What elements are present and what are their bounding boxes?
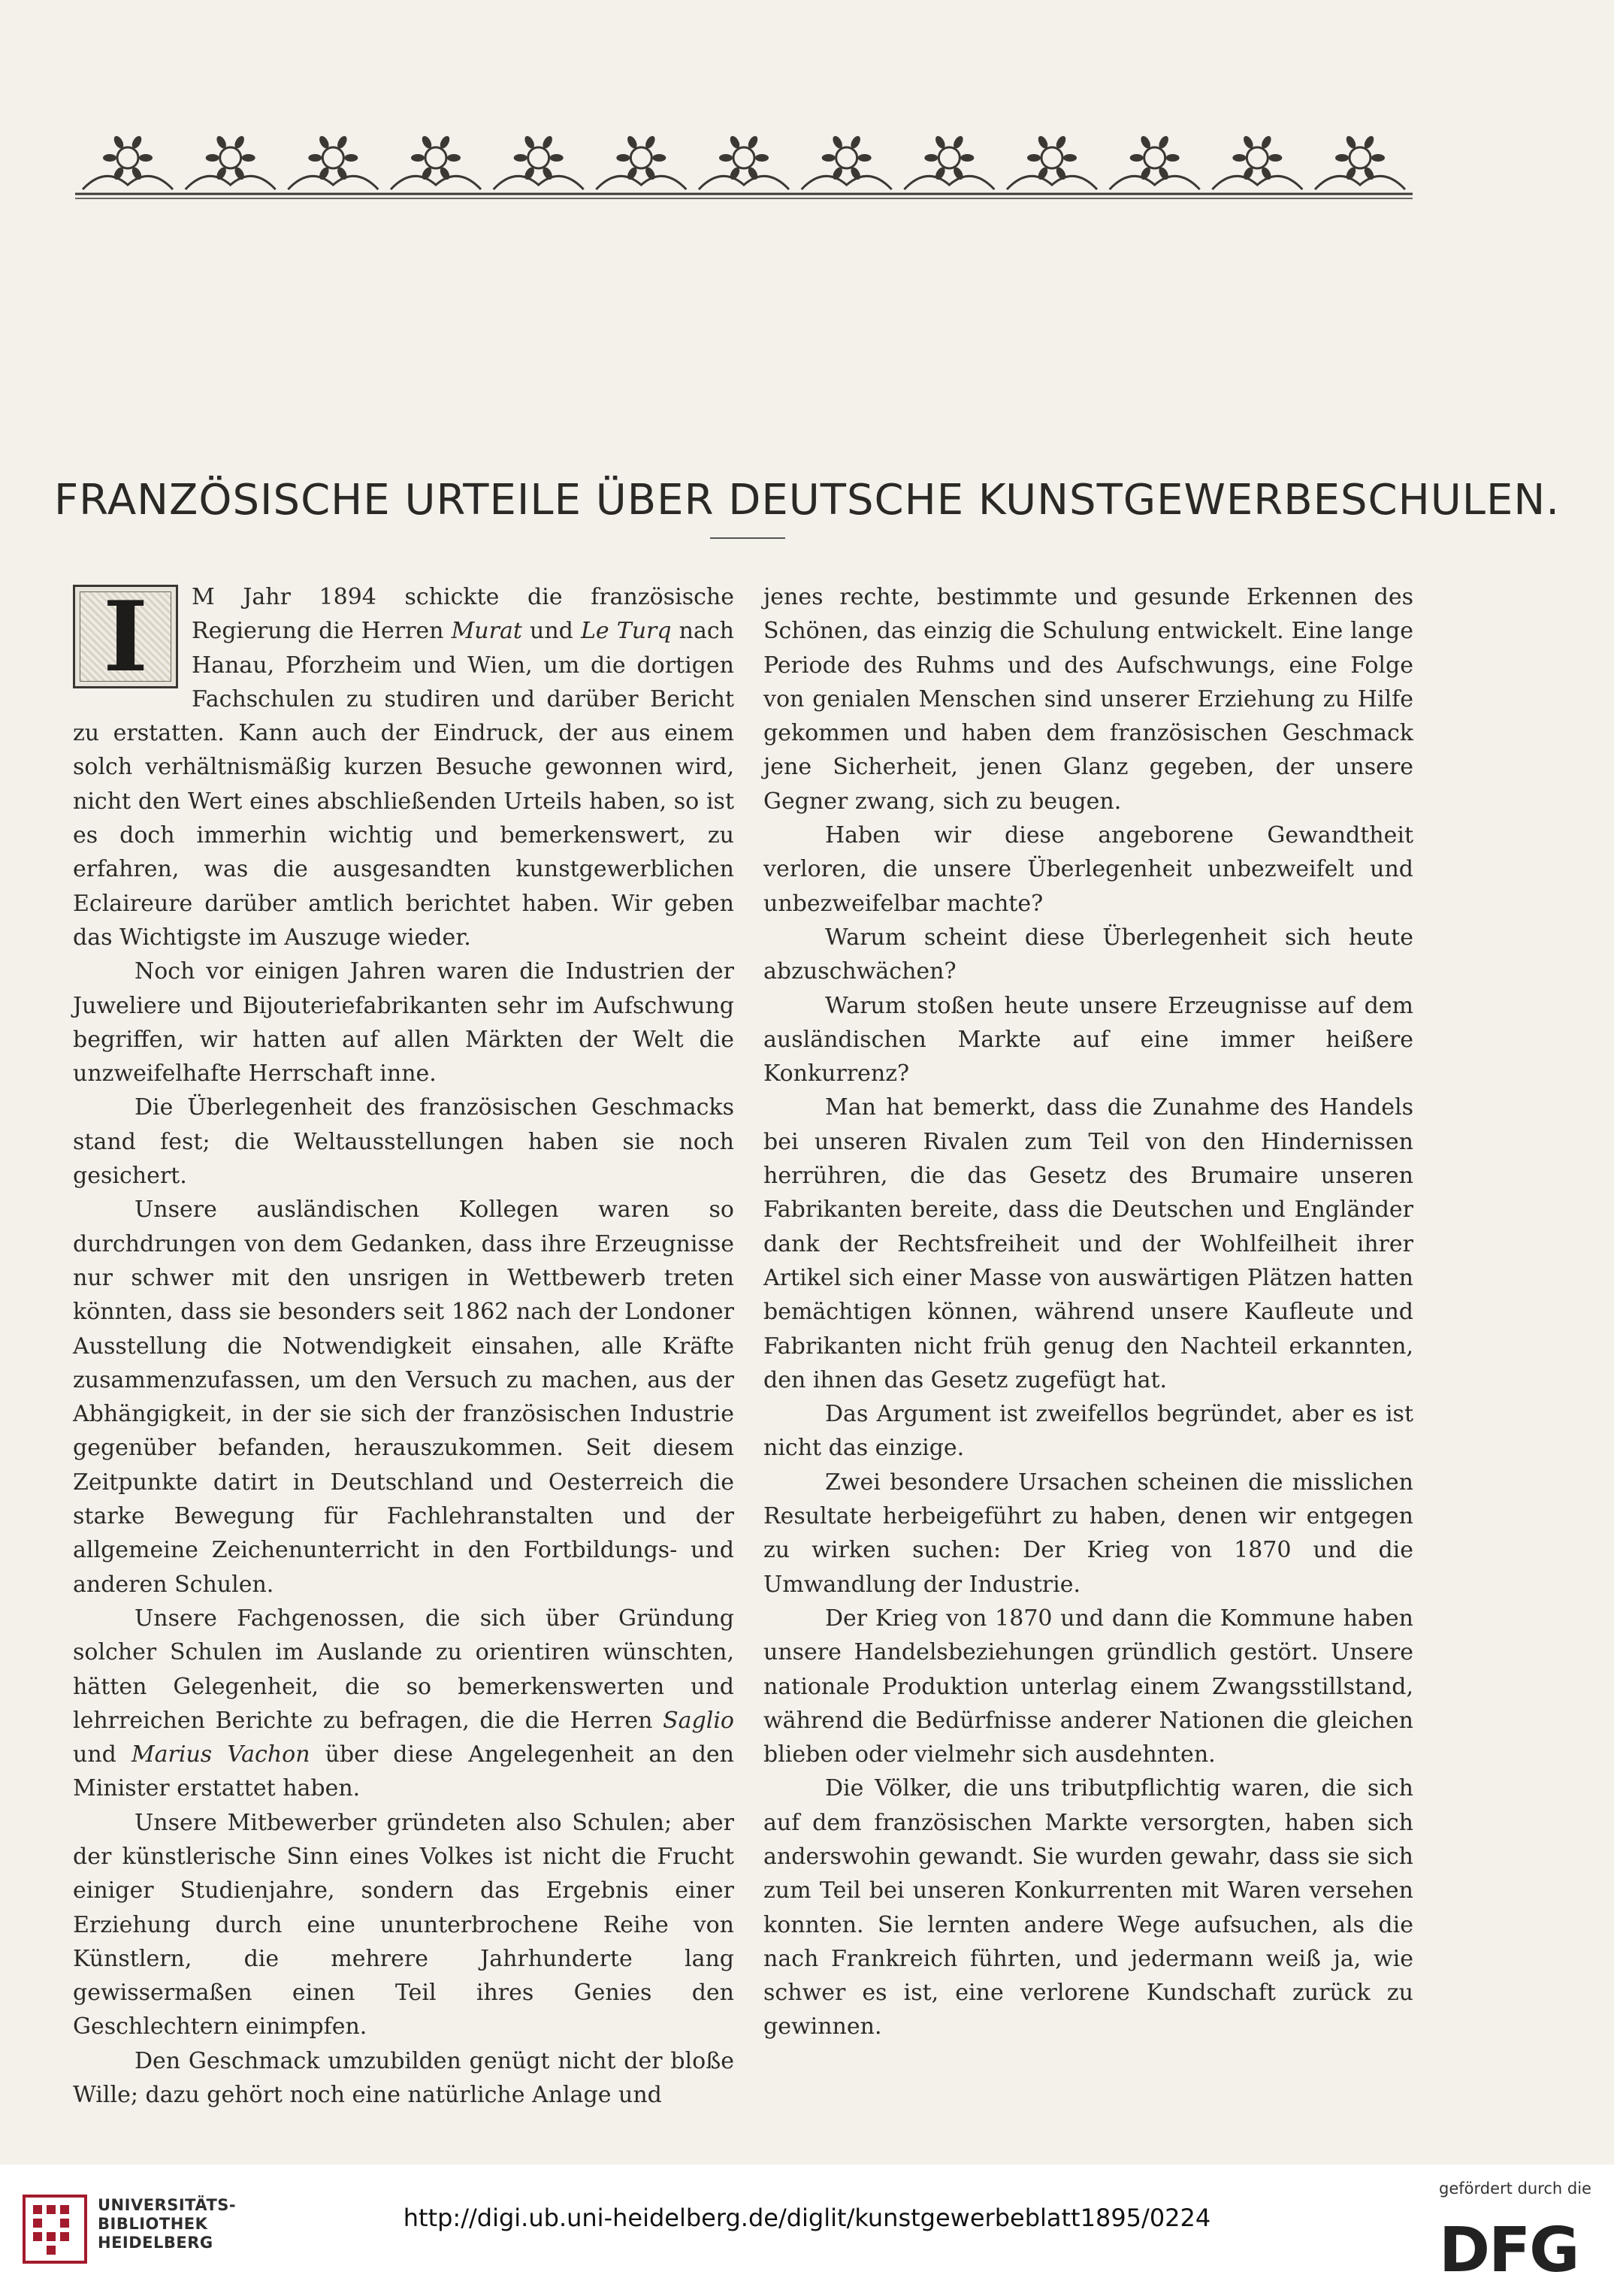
text-run: Die Völker, die uns tributpflichtig waren, die sich auf dem französischen Markte versorgten, haben sich anderswohin gewandt. Sie wurden gewahr, dass sie sich zum Teil bei unseren Konkurrenten mit Waren versehen konnten. Sie lernten andere Wege aufsuchen, als die nach Frankreich führten, und jedermann weiß ja, wie schwer es ist, eine verlorene Kundschaft zurück zu gewinnen. [763,1775,1413,2040]
ornament-motif [391,135,481,189]
text-run: Den Geschmack umzubilden genügt nicht der bloße Wille; dazu gehört noch eine natürliche Anlage und [73,2047,734,2109]
dfg-logo[interactable]: DFG [1439,2215,1579,2286]
paragraph [73,1193,734,1602]
paragraph [763,1466,1413,1602]
paragraph [73,1602,734,1806]
paragraph [73,2044,734,2113]
paragraph [763,989,1413,1091]
paragraph [763,818,1413,921]
library-line: UNIVERSITÄTS- [98,2196,237,2214]
text-run: M Jahr 1894 schickte die französische Regierung die Herren [192,584,734,645]
paragraph [763,921,1413,989]
text-run: Man hat bemerkt, dass die Zunahme des Handels bei unseren Rivalen zum Teil von den Hindernissen herrühren, die das Gesetz des Brumaire unseren Fabrikanten bereite, dass die Deutschen und Engländer dank der Rechtsfreiheit und der Wohlfeilheit ihrer Artikel sich einer Masse von auswärtigen Plätzen hatten bemächtigen können, während unsere Kaufleute und Fabrikanten nicht früh genug den Nachteil erkannten, den ihnen das Gesetz zugefügt hat. [763,1094,1413,1393]
ornament-motif [596,135,686,189]
floral-ornament-header [75,128,1413,210]
funded-by-label: gefördert durch die [1439,2180,1591,2198]
ornament-motif [904,135,994,189]
ornament-motif [1110,135,1200,189]
text-run: jenes rechte, bestimmte und gesunde Erkennen des Schönen, das einzig die Schulung entwickelt. Eine lange Periode des Ruhms und des Aufschwungs, eine Folge von genialen Menschen sind unserer Erziehung zu Hilfe gekommen und haben dem französischen Geschmack jene Sicherheit, jenen Glanz gegeben, der unsere Gegner zwang, sich zu beugen. [763,584,1413,815]
text-run: Die Überlegenheit des französischen Geschmacks stand fest; die Weltausstellungen haben sie noch gesichert. [73,1094,734,1190]
ornament-motif [1315,135,1405,189]
ornament-motif [699,135,789,189]
text-run: Noch vor einigen Jahren waren die Industrien der Juweliere und Bijouteriefabrikanten sehr im Aufschwung begriffen, wir hatten auf allen Märkten der Welt die unzweifelhafte Herrschaft inne. [73,958,734,1087]
text-run: Haben wir diese angeborene Gewandtheit verloren, die unsere Überlegenheit unbezweifelt und unbezweifelbar machte? [763,822,1413,917]
ornament-motif [1212,135,1302,189]
text-run: und [521,618,581,645]
paragraph [763,580,1413,818]
right-column [763,580,1413,2044]
text-run: Warum stoßen heute unsere Erzeugnisse auf dem ausländischen Markte auf eine immer heißere Konkurrenz? [763,992,1413,1087]
text-run: Warum scheint diese Überlegenheit sich heute abzuschwächen? [763,924,1413,985]
paragraph [763,1771,1413,2043]
paragraph [73,1091,734,1193]
source-url-link[interactable]: http://digi.ub.uni-heidelberg.de/diglit/kunstgewerbeblatt1895/0224 [403,2204,1211,2232]
text-run: Unsere Fachgenossen, die sich über Gründung solcher Schulen im Auslande zu orientiren wünschten, hätten Gelegenheit, die so bemerkenswerten und lehrreichen Berichte zu befragen, die die Herren [73,1605,734,1734]
text-run: über diese Angelegenheit an den Minister erstattet haben. [73,1741,734,1802]
title-divider [710,537,785,539]
paragraph [73,1806,734,2044]
ornamental-initial-icon [73,585,178,688]
paragraph [763,1091,1413,1397]
italic-name: Marius Vachon [131,1741,310,1768]
paragraph [763,1397,1413,1466]
article-title: FRANZÖSISCHE URTEILE ÜBER DEUTSCHE KUNSTGEWERBESCHULEN. [53,475,1561,525]
text-run: Unsere ausländischen Kollegen waren so durchdrungen von dem Gedanken, dass ihre Erzeugnisse nur schwer mit den unsrigen in Wettbewerb treten könnten, dass sie besonders seit 1862 nach der Londoner Ausstellung die Notwendigkeit einsahen, alle Kräfte zusammenzufassen, um den Versuch zu machen, aus der Abhängigkeit, in der sie sich der französischen Industrie gegenüber befanden, herauszukommen. Seit diesem Zeitpunkte datirt in Deutschland und Oesterreich die starke Bewegung für Fachlehranstalten und der allgemeine Zeichenunterricht in den Fortbildungs- und anderen Schulen. [73,1196,734,1598]
text-run: Das Argument ist zweifellos begründet, aber es ist nicht das einzige. [763,1401,1413,1462]
ornament-motif [83,135,173,189]
text-run: nach Hanau, Pforzheim und Wien, um die dortigen Fachschulen zu studiren und darüber Bericht zu erstatten. Kann auch der Eindruck, der aus einem solch verhältnismäßig kurzen Besuche gewonnen wird, nicht den Wert eines abschließenden Urteils haben, so ist es doch immerhin wichtig und bemerkenswert, zu erfahren, was die ausgesandten kunstgewerblichen Eclaireure darüber amtlich berichtet haben. Wir geben das Wichtigste im Auszuge wieder. [73,618,734,951]
ornament-motif [1007,135,1097,189]
italic-name: Le Turq [580,618,672,645]
ornament-motif [186,135,276,189]
text-run: und [73,1741,131,1768]
paragraph [73,954,734,1091]
text-run: Unsere Mitbewerber gründeten also Schulen; aber der künstlerische Sinn eines Volkes ist nicht die Frucht einiger Studienjahre, sondern das Ergebnis einer Erziehung durch eine ununterbrochene Reihe von Künstlern, die mehrere Jahrhunderte lang gewissermaßen einen Teil ihres Genies den Geschlechtern einimpfen. [73,1809,734,2040]
dropcap-letter: I [103,585,148,688]
italic-name: Murat [451,618,522,645]
library-line: BIBLIOTHEK [98,2215,208,2233]
ornament-motif [802,135,892,189]
ornament-motif [494,135,584,189]
text-run: Zwei besondere Ursachen scheinen die misslichen Resultate herbeigeführt zu haben, denen wir entgegen zu wirken suchen: Der Krieg von 1870 und die Umwandlung der Industrie. [763,1469,1413,1598]
italic-name: Saglio [663,1707,734,1734]
text-run: Der Krieg von 1870 und dann die Kommune haben unsere Handelsbeziehungen gründlich gestört. Unsere nationale Produktion unterlag einem Zwangsstillstand, während die Bedürfnisse anderer Nationen die gleichen blieben oder vielmehr sich ausdehnten. [763,1605,1413,1768]
left-column [73,580,734,2112]
ornament-motif [288,135,378,189]
paragraph [763,1602,1413,1771]
library-line: HEIDELBERG [98,2234,213,2252]
